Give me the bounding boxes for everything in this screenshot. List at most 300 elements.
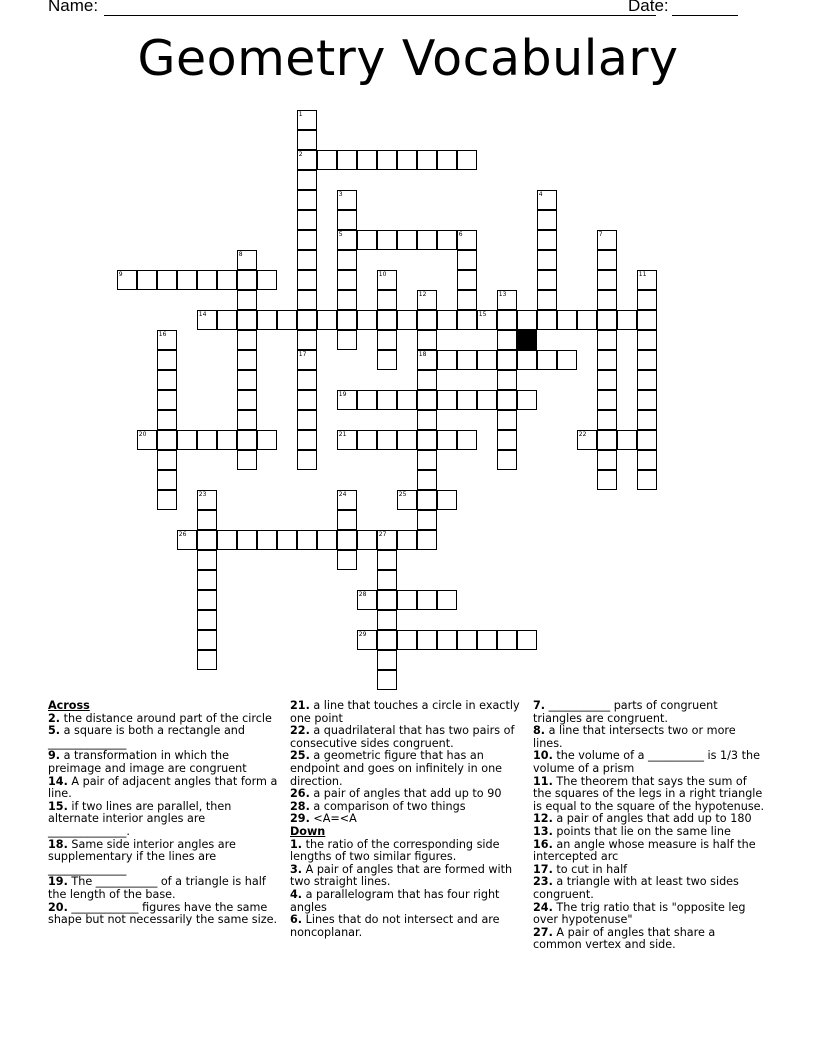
grid-cell[interactable]	[497, 370, 517, 390]
grid-cell[interactable]	[457, 250, 477, 270]
grid-cell[interactable]	[377, 270, 397, 290]
grid-cell[interactable]	[237, 250, 257, 270]
clue-number: 20.	[48, 900, 68, 914]
grid-cell[interactable]	[417, 630, 437, 650]
grid-cell[interactable]	[297, 370, 317, 390]
grid-cell[interactable]	[197, 510, 217, 530]
grid-cell[interactable]	[417, 490, 437, 510]
grid-cell[interactable]	[197, 490, 217, 510]
clue-text: The ___________ of a triangle is half the length of the base.	[48, 875, 266, 901]
clue-number: 3.	[290, 862, 303, 876]
clue-text: a pair of angles that add up to 180	[556, 812, 752, 826]
grid-cell[interactable]	[337, 330, 357, 350]
grid-cell[interactable]	[557, 350, 577, 370]
grid-cell[interactable]	[597, 310, 617, 330]
grid-cell[interactable]	[417, 310, 437, 330]
grid-cell[interactable]	[417, 590, 437, 610]
grid-cell[interactable]	[357, 430, 377, 450]
clue-down-7	[533, 700, 765, 725]
grid-cell[interactable]	[497, 390, 517, 410]
grid-cell[interactable]	[497, 330, 517, 350]
grid-cell[interactable]	[397, 530, 417, 550]
grid-cell[interactable]	[297, 210, 317, 230]
grid-cell[interactable]	[297, 350, 317, 370]
grid-cell[interactable]	[537, 210, 557, 230]
clue-across-20	[48, 902, 278, 927]
grid-cell[interactable]	[377, 430, 397, 450]
grid-cell[interactable]	[157, 430, 177, 450]
grid-cell[interactable]	[637, 330, 657, 350]
grid-cell[interactable]	[217, 270, 237, 290]
clue-number: 21.	[290, 699, 310, 712]
grid-cell[interactable]	[377, 310, 397, 330]
grid-cell[interactable]	[517, 390, 537, 410]
grid-cell[interactable]	[357, 590, 377, 610]
clue-text: A pair of adjacent angles that form a line.	[48, 774, 278, 801]
grid-cell[interactable]	[637, 370, 657, 390]
clue-number-label: 19	[338, 390, 347, 398]
grid-cell[interactable]	[417, 370, 437, 390]
clue-number: 24.	[533, 900, 553, 914]
grid-cell[interactable]	[157, 350, 177, 370]
grid-cell[interactable]	[637, 450, 657, 470]
grid-cell[interactable]	[457, 310, 477, 330]
grid-cell[interactable]	[537, 290, 557, 310]
grid-cell[interactable]	[297, 390, 317, 410]
grid-cell[interactable]	[197, 310, 217, 330]
grid-cell[interactable]	[397, 430, 417, 450]
grid-cell[interactable]	[397, 630, 417, 650]
grid-cell[interactable]	[337, 190, 357, 210]
grid-cell[interactable]	[177, 530, 197, 550]
grid-cell[interactable]	[597, 330, 617, 350]
clue-number: 15.	[48, 799, 68, 813]
grid-cell[interactable]	[157, 370, 177, 390]
grid-cell[interactable]	[497, 350, 517, 370]
grid-cell[interactable]	[477, 390, 497, 410]
clue-number: 8.	[533, 724, 546, 738]
grid-cell[interactable]	[197, 430, 217, 450]
grid-cell[interactable]	[357, 150, 377, 170]
clue-text: the volume of a __________ is 1/3 the volume of a prism	[533, 749, 760, 775]
grid-cell[interactable]	[377, 590, 397, 610]
grid-cell[interactable]	[537, 190, 557, 210]
grid-cell[interactable]	[437, 490, 457, 510]
clue-down-10	[533, 750, 765, 775]
clue-text: A pair of angles that share a common vertex and side.	[533, 925, 716, 952]
clue-number: 14.	[48, 774, 68, 788]
grid-cell[interactable]	[437, 630, 457, 650]
grid-cell[interactable]	[297, 170, 317, 190]
grid-cell[interactable]	[637, 410, 657, 430]
grid-cell[interactable]	[197, 270, 217, 290]
clue-number: 19.	[48, 875, 68, 889]
grid-cell[interactable]	[237, 350, 257, 370]
grid-cell[interactable]	[317, 150, 337, 170]
grid-cell[interactable]	[337, 510, 357, 530]
clue-number-label: 24	[338, 490, 347, 498]
grid-cell[interactable]	[197, 570, 217, 590]
grid-cell[interactable]	[417, 470, 437, 490]
grid-cell[interactable]	[417, 530, 437, 550]
grid-cell[interactable]	[197, 550, 217, 570]
grid-cell[interactable]	[577, 430, 597, 450]
grid-cell[interactable]	[297, 310, 317, 330]
clue-text: a transformation in which the preimage and image are congruent	[48, 749, 247, 775]
grid-cell[interactable]	[457, 390, 477, 410]
clue-number: 18.	[48, 837, 68, 851]
clue-across-21	[290, 700, 522, 725]
grid-cell[interactable]	[297, 250, 317, 270]
grid-cell[interactable]	[377, 330, 397, 350]
grid-cell[interactable]	[597, 430, 617, 450]
grid-cell[interactable]	[437, 150, 457, 170]
grid-cell[interactable]	[337, 430, 357, 450]
clue-number-label: 23	[198, 490, 207, 498]
grid-cell[interactable]	[377, 670, 397, 690]
grid-cell[interactable]	[457, 290, 477, 310]
grid-cell[interactable]	[417, 230, 437, 250]
grid-cell[interactable]	[497, 430, 517, 450]
grid-cell[interactable]	[337, 210, 357, 230]
grid-cell[interactable]	[197, 530, 217, 550]
grid-cell[interactable]	[337, 150, 357, 170]
grid-cell[interactable]	[457, 270, 477, 290]
clue-number-label: 3	[338, 190, 343, 198]
grid-cell[interactable]	[597, 250, 617, 270]
clue-text: if two lines are parallel, then alternate interior angles are ______________.	[48, 799, 232, 838]
grid-cell[interactable]	[477, 350, 497, 370]
clue-text: a geometric figure that has an endpoint and goes on infinitely in one direction.	[290, 749, 503, 788]
grid-cell[interactable]	[517, 630, 537, 650]
grid-cell[interactable]	[537, 250, 557, 270]
grid-cell[interactable]	[397, 590, 417, 610]
grid-cell[interactable]	[437, 590, 457, 610]
grid-cell[interactable]	[237, 310, 257, 330]
grid-cell[interactable]	[117, 270, 137, 290]
grid-cell[interactable]	[637, 390, 657, 410]
grid-cell[interactable]	[297, 410, 317, 430]
grid-cell[interactable]	[597, 470, 617, 490]
grid-cell[interactable]	[377, 390, 397, 410]
grid-cell[interactable]	[237, 450, 257, 470]
grid-cell[interactable]	[217, 530, 237, 550]
grid-cell[interactable]	[337, 490, 357, 510]
clue-text: a square is both a rectangle and ______________	[48, 724, 245, 750]
grid-cell[interactable]	[197, 610, 217, 630]
clue-number-label: 4	[538, 190, 543, 198]
grid-cell[interactable]	[637, 470, 657, 490]
clue-down-24	[533, 902, 765, 927]
grid-cell[interactable]	[357, 390, 377, 410]
grid-cell[interactable]	[457, 230, 477, 250]
clue-number-label: 13	[498, 290, 507, 298]
grid-cell[interactable]	[237, 530, 257, 550]
grid-cell[interactable]	[297, 450, 317, 470]
clue-text: a line that touches a circle in exactly one point	[290, 699, 520, 725]
grid-cell[interactable]	[597, 290, 617, 310]
grid-cell[interactable]	[157, 470, 177, 490]
grid-cell[interactable]	[437, 230, 457, 250]
grid-cell[interactable]	[597, 270, 617, 290]
grid-cell[interactable]	[357, 630, 377, 650]
grid-cell[interactable]	[497, 310, 517, 330]
clue-number: 23.	[533, 875, 553, 889]
clue-text: a triangle with at least two sides congruent.	[533, 875, 739, 901]
grid-cell[interactable]	[157, 450, 177, 470]
grid-cell[interactable]	[497, 290, 517, 310]
grid-cell[interactable]	[297, 430, 317, 450]
grid-cell[interactable]	[597, 450, 617, 470]
grid-cell[interactable]	[617, 430, 637, 450]
grid-cell[interactable]	[237, 370, 257, 390]
grid-cell[interactable]	[517, 310, 537, 330]
grid-cell[interactable]	[297, 270, 317, 290]
date-label: Date:	[628, 0, 669, 15]
clue-text: an angle whose measure is half the intercepted arc	[533, 837, 756, 864]
grid-cell[interactable]	[237, 430, 257, 450]
clue-across-22	[290, 725, 522, 750]
grid-cell[interactable]	[577, 310, 597, 330]
grid-cell[interactable]	[637, 270, 657, 290]
grid-cell[interactable]	[297, 330, 317, 350]
grid-cell[interactable]	[597, 370, 617, 390]
clues-column-2	[290, 700, 522, 939]
grid-cell[interactable]	[457, 350, 477, 370]
grid-cell[interactable]	[397, 150, 417, 170]
grid-cell[interactable]	[297, 130, 317, 150]
grid-cell[interactable]	[557, 310, 577, 330]
grid-cell[interactable]	[397, 310, 417, 330]
grid-cell[interactable]	[237, 410, 257, 430]
grid-cell[interactable]	[157, 410, 177, 430]
grid-cell[interactable]	[177, 430, 197, 450]
grid-cell[interactable]	[637, 350, 657, 370]
grid-cell[interactable]	[397, 490, 417, 510]
down-heading: Down	[290, 824, 326, 838]
grid-cell[interactable]	[597, 390, 617, 410]
grid-cell[interactable]	[257, 530, 277, 550]
grid-cell[interactable]	[197, 630, 217, 650]
grid-cell[interactable]	[477, 630, 497, 650]
grid-cell[interactable]	[537, 350, 557, 370]
clues-column-1	[48, 700, 278, 927]
clue-text: a line that intersects two or more lines.	[533, 724, 736, 750]
grid-cell[interactable]	[437, 390, 457, 410]
grid-cell[interactable]	[457, 630, 477, 650]
grid-cell[interactable]	[257, 310, 277, 330]
clue-number-label: 12	[418, 290, 427, 298]
clue-number-label: 28	[358, 590, 367, 598]
grid-cell[interactable]	[417, 290, 437, 310]
clue-number: 22.	[290, 724, 310, 738]
grid-cell[interactable]	[637, 430, 657, 450]
grid-cell[interactable]	[297, 150, 317, 170]
clue-number-label: 25	[398, 490, 407, 498]
clue-across-5	[48, 725, 278, 750]
grid-cell[interactable]	[297, 230, 317, 250]
grid-cell[interactable]	[377, 290, 397, 310]
grid-cell[interactable]	[377, 610, 397, 630]
grid-cell[interactable]	[277, 530, 297, 550]
grid-cell[interactable]	[437, 430, 457, 450]
clue-down-11	[533, 776, 765, 814]
clue-down-23	[533, 876, 765, 901]
clue-text: Same side interior angles are supplementary if the lines are ______________	[48, 837, 236, 876]
grid-cell[interactable]	[417, 510, 437, 530]
clues-column-3	[533, 700, 765, 952]
grid-cell[interactable]	[457, 430, 477, 450]
grid-cell[interactable]	[417, 150, 437, 170]
clue-number: 16.	[533, 837, 553, 851]
grid-cell[interactable]	[597, 350, 617, 370]
clue-number-label: 14	[198, 310, 207, 318]
name-label: Name:	[48, 0, 99, 15]
clue-number: 9.	[48, 749, 61, 763]
grid-cell[interactable]	[537, 230, 557, 250]
grid-cell[interactable]	[277, 310, 297, 330]
grid-cell[interactable]	[157, 270, 177, 290]
grid-cell[interactable]	[377, 150, 397, 170]
grid-cell[interactable]	[617, 310, 637, 330]
grid-cell[interactable]	[157, 490, 177, 510]
clue-text: a pair of angles that add up to 90	[313, 787, 502, 801]
grid-cell[interactable]	[377, 530, 397, 550]
grid-cell[interactable]	[337, 270, 357, 290]
grid-cell[interactable]	[497, 450, 517, 470]
clue-text: to cut in half	[556, 862, 628, 876]
clue-text: the distance around part of the circle	[63, 711, 272, 725]
grid-cell[interactable]	[377, 650, 397, 670]
grid-cell[interactable]	[257, 270, 277, 290]
grid-cell[interactable]	[377, 350, 397, 370]
grid-cell[interactable]	[377, 630, 397, 650]
grid-cell[interactable]	[237, 290, 257, 310]
grid-cell[interactable]	[477, 310, 497, 330]
grid-cell[interactable]	[417, 330, 437, 350]
grid-cell[interactable]	[337, 290, 357, 310]
grid-cell[interactable]	[197, 590, 217, 610]
clue-down-4	[290, 889, 522, 914]
grid-cell[interactable]	[217, 430, 237, 450]
clue-text: a parallelogram that has four right angles	[290, 887, 500, 914]
grid-cell[interactable]	[237, 270, 257, 290]
grid-cell[interactable]	[497, 410, 517, 430]
clue-number: 13.	[533, 824, 553, 838]
clue-number: 12.	[533, 812, 553, 826]
grid-cell[interactable]	[417, 450, 437, 470]
grid-cell[interactable]	[377, 230, 397, 250]
clue-down-1	[290, 839, 522, 864]
grid-cell[interactable]	[517, 350, 537, 370]
clue-number-label: 26	[178, 530, 187, 538]
grid-cell[interactable]	[297, 530, 317, 550]
page-title: Geometry Vocabulary	[137, 30, 679, 87]
clue-number: 25.	[290, 749, 310, 763]
grid-cell[interactable]	[137, 430, 157, 450]
clue-number: 4.	[290, 887, 303, 901]
clue-number: 28.	[290, 799, 310, 813]
grid-cell[interactable]	[537, 270, 557, 290]
grid-cell[interactable]	[417, 350, 437, 370]
grid-cell[interactable]	[237, 390, 257, 410]
clue-text: the ratio of the corresponding side lengths of two similar figures.	[290, 837, 500, 864]
clue-number-label: 20	[138, 430, 147, 438]
grid-cell[interactable]	[337, 250, 357, 270]
grid-cell[interactable]	[237, 330, 257, 350]
clue-number: 17.	[533, 862, 553, 876]
grid-cell[interactable]	[297, 110, 317, 130]
grid-cell[interactable]	[337, 530, 357, 550]
grid-cell[interactable]	[497, 630, 517, 650]
grid-cell[interactable]	[317, 530, 337, 550]
grid-cell[interactable]	[597, 230, 617, 250]
grid-cell[interactable]	[597, 410, 617, 430]
grid-cell[interactable]	[157, 390, 177, 410]
grid-cell[interactable]	[217, 310, 237, 330]
clue-number: 29.	[290, 812, 310, 826]
grid-cell[interactable]	[637, 310, 657, 330]
grid-cell[interactable]	[357, 230, 377, 250]
grid-cell[interactable]	[397, 230, 417, 250]
clue-text: <A=<A	[313, 812, 357, 826]
grid-cell[interactable]	[377, 570, 397, 590]
clue-across-15	[48, 801, 278, 839]
clue-number: 5.	[48, 724, 61, 738]
grid-cell[interactable]	[417, 430, 437, 450]
clue-number: 26.	[290, 787, 310, 801]
grid-cell[interactable]	[297, 190, 317, 210]
clue-number: 11.	[533, 774, 553, 788]
grid-cell[interactable]	[417, 390, 437, 410]
grid-cell[interactable]	[157, 330, 177, 350]
clue-number-label: 21	[338, 430, 347, 438]
clue-number-label: 2	[298, 150, 303, 158]
grid-cell[interactable]	[257, 430, 277, 450]
grid-cell[interactable]	[377, 550, 397, 570]
grid-cell[interactable]	[197, 650, 217, 670]
clue-number-label: 27	[378, 530, 387, 538]
grid-cell[interactable]	[437, 350, 457, 370]
clue-across-19	[48, 876, 278, 901]
clue-text: a comparison of two things	[313, 799, 466, 813]
clue-number-label: 7	[598, 230, 603, 238]
grid-cell[interactable]	[417, 410, 437, 430]
clue-text: A pair of angles that are formed with two straight lines.	[290, 862, 513, 889]
clue-text: The trig ratio that is "opposite leg over hypotenuse"	[533, 900, 746, 927]
grid-cell[interactable]	[137, 270, 157, 290]
clue-number-label: 1	[298, 110, 303, 118]
clue-number-label: 17	[298, 350, 307, 358]
clue-number-label: 15	[478, 310, 487, 318]
clue-down-27	[533, 927, 765, 952]
grid-cell[interactable]	[297, 290, 317, 310]
grid-cell[interactable]	[537, 310, 557, 330]
grid-cell[interactable]	[177, 270, 197, 290]
grid-cell[interactable]	[337, 390, 357, 410]
grid-cell[interactable]	[357, 310, 377, 330]
grid-cell[interactable]	[337, 310, 357, 330]
grid-cell[interactable]	[357, 530, 377, 550]
grid-cell[interactable]	[457, 150, 477, 170]
grid-cell[interactable]	[437, 310, 457, 330]
grid-cell[interactable]	[317, 310, 337, 330]
grid-cell[interactable]	[337, 550, 357, 570]
clue-number: 1.	[290, 837, 303, 851]
grid-cell[interactable]	[337, 230, 357, 250]
grid-cell[interactable]	[637, 290, 657, 310]
grid-cell[interactable]	[397, 390, 417, 410]
